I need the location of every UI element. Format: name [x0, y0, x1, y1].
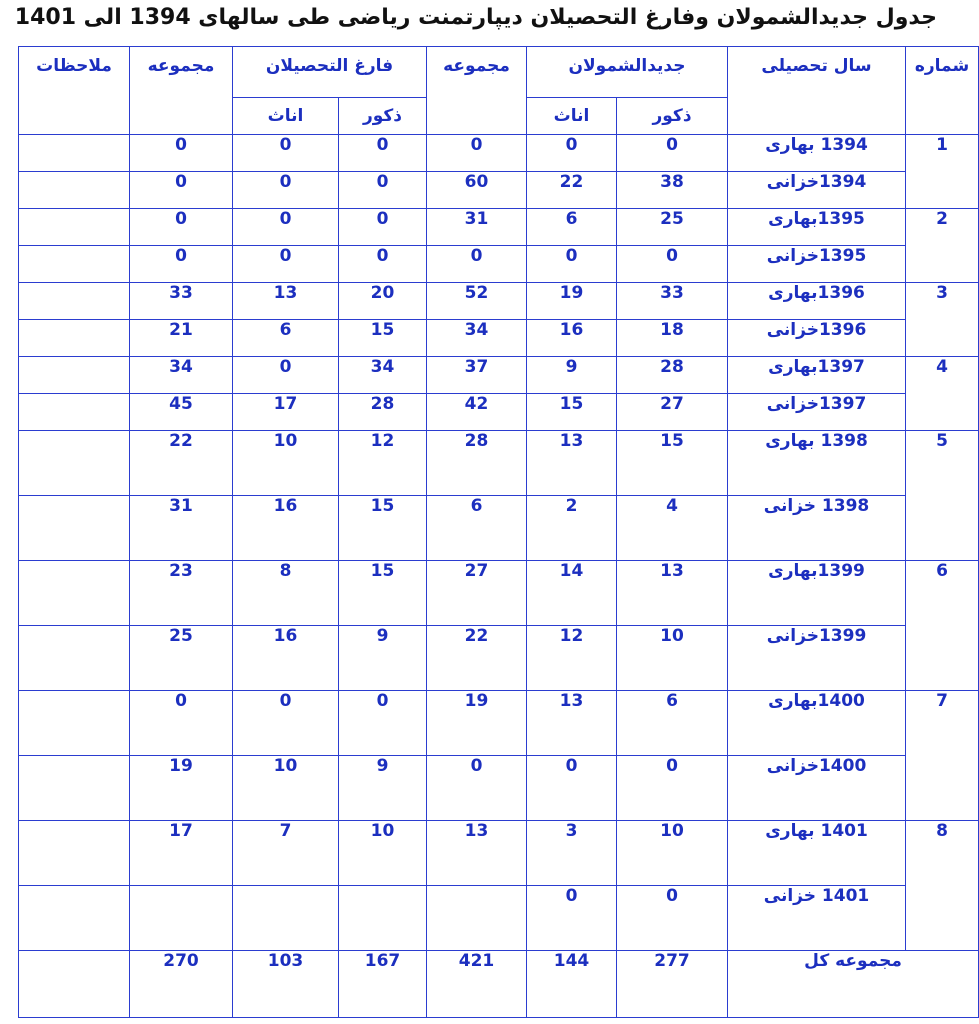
cell-grad-male: 0 [339, 209, 427, 246]
cell-year: 1401 بهاری [728, 821, 906, 886]
cell-grad-total: 25 [130, 626, 233, 691]
totals-grad-male: 167 [339, 951, 427, 1018]
cell-new-total: 0 [427, 246, 527, 283]
cell-notes [19, 431, 130, 496]
cell-grad-female: 13 [233, 283, 339, 320]
cell-index: 8 [906, 821, 979, 951]
cell-grad-male: 15 [339, 561, 427, 626]
cell-new-total: 0 [427, 756, 527, 821]
totals-new-male: 277 [617, 951, 728, 1018]
cell-notes [19, 320, 130, 357]
totals-grad-female: 103 [233, 951, 339, 1018]
cell-notes [19, 821, 130, 886]
header-year: سال تحصیلی [728, 47, 906, 135]
cell-grad-female: 8 [233, 561, 339, 626]
cell-year: 1400خزانی [728, 756, 906, 821]
cell-new-female: 22 [527, 172, 617, 209]
cell-grad-female: 10 [233, 431, 339, 496]
cell-grad-male: 15 [339, 320, 427, 357]
totals-new-total: 421 [427, 951, 527, 1018]
cell-notes [19, 394, 130, 431]
cell-grad-female: 7 [233, 821, 339, 886]
cell-grad-female: 0 [233, 172, 339, 209]
cell-new-female: 13 [527, 691, 617, 756]
cell-grad-total: 31 [130, 496, 233, 561]
cell-notes [19, 283, 130, 320]
cell-new-total: 31 [427, 209, 527, 246]
cell-new-female: 12 [527, 626, 617, 691]
cell-grad-total: 0 [130, 691, 233, 756]
cell-index: 1 [906, 135, 979, 209]
cell-new-total: 37 [427, 357, 527, 394]
cell-new-total: 19 [427, 691, 527, 756]
cell-notes [19, 756, 130, 821]
cell-index: 2 [906, 209, 979, 283]
cell-index: 5 [906, 431, 979, 561]
cell-grad-male: 0 [339, 172, 427, 209]
cell-grad-male [339, 886, 427, 951]
cell-new-male: 27 [617, 394, 728, 431]
header-index: شماره [906, 47, 979, 135]
table-row [19, 431, 979, 496]
table-row [19, 394, 979, 431]
cell-grad-female: 16 [233, 626, 339, 691]
cell-new-female: 3 [527, 821, 617, 886]
cell-grad-total: 0 [130, 172, 233, 209]
cell-grad-total: 45 [130, 394, 233, 431]
cell-new-female: 2 [527, 496, 617, 561]
header-new-students: جدیدالشمولان [527, 47, 728, 98]
header-graduates: فارغ التحصیلان [233, 47, 427, 98]
cell-new-female: 6 [527, 209, 617, 246]
cell-notes [19, 172, 130, 209]
cell-grad-male: 0 [339, 246, 427, 283]
cell-new-total: 13 [427, 821, 527, 886]
cell-grad-male: 34 [339, 357, 427, 394]
cell-grad-male: 15 [339, 496, 427, 561]
totals-new-female: 144 [527, 951, 617, 1018]
cell-grad-total: 21 [130, 320, 233, 357]
cell-grad-female [233, 886, 339, 951]
data-table [18, 46, 979, 1018]
header-new-male: ذکور [617, 98, 728, 135]
cell-grad-total: 19 [130, 756, 233, 821]
cell-grad-female: 0 [233, 135, 339, 172]
header-new-female: اناث [527, 98, 617, 135]
cell-grad-male: 10 [339, 821, 427, 886]
cell-new-total: 60 [427, 172, 527, 209]
cell-year: 1398 خزانی [728, 496, 906, 561]
cell-year: 1394خزانی [728, 172, 906, 209]
cell-grad-total: 34 [130, 357, 233, 394]
cell-grad-male: 20 [339, 283, 427, 320]
cell-year: 1397خزانی [728, 394, 906, 431]
cell-new-male: 4 [617, 496, 728, 561]
cell-new-female: 0 [527, 135, 617, 172]
cell-index: 6 [906, 561, 979, 691]
cell-new-female: 19 [527, 283, 617, 320]
cell-new-male: 13 [617, 561, 728, 626]
cell-new-male: 10 [617, 821, 728, 886]
table-header [19, 47, 979, 135]
table-row [19, 357, 979, 394]
table-body [19, 135, 979, 951]
table-row [19, 691, 979, 756]
table-row [19, 626, 979, 691]
table-row [19, 561, 979, 626]
header-notes: ملاحظات [19, 47, 130, 135]
cell-grad-female: 0 [233, 691, 339, 756]
cell-notes [19, 561, 130, 626]
cell-new-female: 9 [527, 357, 617, 394]
cell-new-male: 25 [617, 209, 728, 246]
cell-new-male: 10 [617, 626, 728, 691]
table-row [19, 283, 979, 320]
cell-grad-total: 33 [130, 283, 233, 320]
cell-notes [19, 246, 130, 283]
cell-grad-female: 0 [233, 246, 339, 283]
table-row [19, 209, 979, 246]
table-row [19, 821, 979, 886]
cell-new-male: 38 [617, 172, 728, 209]
cell-year: 1394 بهاری [728, 135, 906, 172]
table-row [19, 172, 979, 209]
cell-new-male: 0 [617, 886, 728, 951]
cell-new-total: 6 [427, 496, 527, 561]
cell-year: 1401 خزانی [728, 886, 906, 951]
cell-index: 4 [906, 357, 979, 431]
cell-notes [19, 691, 130, 756]
cell-notes [19, 135, 130, 172]
cell-notes [19, 886, 130, 951]
cell-grad-male: 0 [339, 691, 427, 756]
cell-notes [19, 626, 130, 691]
cell-year: 1399بهاری [728, 561, 906, 626]
totals-grad-total: 270 [130, 951, 233, 1018]
totals-row [19, 951, 979, 1018]
totals-label: مجموعه کل [728, 951, 979, 1018]
cell-year: 1396بهاری [728, 283, 906, 320]
table-row [19, 886, 979, 951]
cell-new-total: 27 [427, 561, 527, 626]
cell-year: 1399خزانی [728, 626, 906, 691]
header-grad-female: اناث [233, 98, 339, 135]
cell-index: 7 [906, 691, 979, 821]
cell-grad-male: 9 [339, 756, 427, 821]
cell-grad-female: 16 [233, 496, 339, 561]
table-footer [19, 951, 979, 1018]
cell-year: 1395خزانی [728, 246, 906, 283]
cell-grad-female: 0 [233, 357, 339, 394]
cell-new-male: 33 [617, 283, 728, 320]
cell-new-male: 0 [617, 756, 728, 821]
cell-grad-female: 6 [233, 320, 339, 357]
cell-new-male: 0 [617, 246, 728, 283]
cell-year: 1398 بهاری [728, 431, 906, 496]
cell-year: 1400بهاری [728, 691, 906, 756]
header-new-total: مجموعه [427, 47, 527, 135]
cell-new-male: 28 [617, 357, 728, 394]
cell-grad-total: 0 [130, 246, 233, 283]
cell-new-female: 14 [527, 561, 617, 626]
cell-new-female: 0 [527, 886, 617, 951]
cell-year: 1396خزانی [728, 320, 906, 357]
totals-notes [19, 951, 130, 1018]
cell-new-total [427, 886, 527, 951]
cell-grad-male: 28 [339, 394, 427, 431]
cell-new-female: 13 [527, 431, 617, 496]
header-grad-male: ذکور [339, 98, 427, 135]
table-row [19, 496, 979, 561]
cell-index: 3 [906, 283, 979, 357]
page-title: جدول جدیدالشمولان وفارغ التحصیلان دیپارتمنت ریاضی طی سالهای 1394 الی 1401 [14, 5, 937, 30]
cell-grad-male: 12 [339, 431, 427, 496]
cell-grad-total: 23 [130, 561, 233, 626]
cell-year: 1395بهاری [728, 209, 906, 246]
cell-notes [19, 209, 130, 246]
cell-new-total: 34 [427, 320, 527, 357]
cell-notes [19, 357, 130, 394]
cell-grad-total [130, 886, 233, 951]
cell-new-female: 16 [527, 320, 617, 357]
table-row [19, 135, 979, 172]
cell-notes [19, 496, 130, 561]
cell-new-total: 22 [427, 626, 527, 691]
cell-new-male: 18 [617, 320, 728, 357]
cell-grad-total: 22 [130, 431, 233, 496]
table-row [19, 246, 979, 283]
cell-new-total: 52 [427, 283, 527, 320]
header-grad-total: مجموعه [130, 47, 233, 135]
cell-new-total: 28 [427, 431, 527, 496]
cell-grad-total: 17 [130, 821, 233, 886]
cell-new-female: 0 [527, 246, 617, 283]
cell-grad-female: 0 [233, 209, 339, 246]
cell-grad-female: 17 [233, 394, 339, 431]
cell-new-female: 0 [527, 756, 617, 821]
cell-new-male: 6 [617, 691, 728, 756]
cell-year: 1397بهاری [728, 357, 906, 394]
cell-grad-total: 0 [130, 209, 233, 246]
cell-new-total: 42 [427, 394, 527, 431]
cell-grad-male: 9 [339, 626, 427, 691]
table-row [19, 756, 979, 821]
cell-new-total: 0 [427, 135, 527, 172]
cell-grad-male: 0 [339, 135, 427, 172]
cell-new-male: 15 [617, 431, 728, 496]
cell-grad-total: 0 [130, 135, 233, 172]
table-row [19, 320, 979, 357]
cell-grad-female: 10 [233, 756, 339, 821]
cell-new-male: 0 [617, 135, 728, 172]
cell-new-female: 15 [527, 394, 617, 431]
